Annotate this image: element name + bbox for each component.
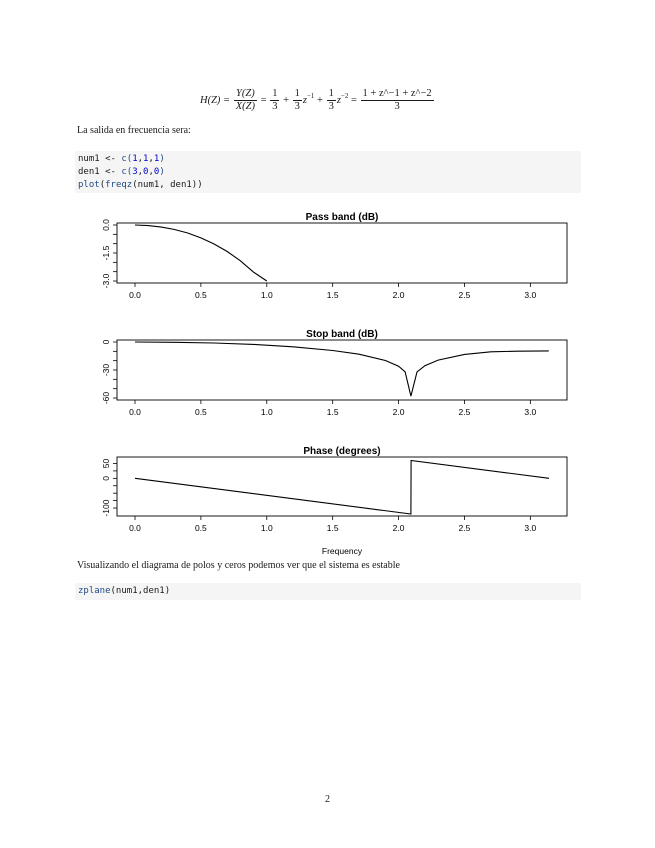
code-block-freqz [75, 151, 581, 193]
x-tick-label: 1.5 [326, 290, 339, 300]
code-fn: plot [78, 180, 100, 190]
outro-paragraph: Visualizando el diagrama de polos y ceros podemos ver que el sistema es estable [77, 560, 400, 571]
code-fn: freqz [105, 180, 133, 190]
formula-term2 [293, 88, 302, 113]
code-number: 1 [132, 154, 138, 164]
formula-plus1: + [283, 94, 289, 106]
formula-plus2: + [317, 94, 323, 106]
x-tick-label: 2.5 [458, 290, 471, 300]
code-line-num1 [78, 153, 578, 166]
formula-term1-den: 3 [272, 101, 278, 112]
code-token: ( [126, 154, 133, 164]
y-tick-label: 0 [101, 475, 111, 481]
code-token: ( [126, 167, 133, 177]
x-tick-label: 1.0 [260, 290, 273, 300]
formula-ratio [234, 88, 257, 113]
x-tick-label: 3.0 [524, 407, 537, 417]
x-tick-label: 0.0 [129, 523, 141, 533]
y-tick-label: -60 [101, 391, 111, 405]
formula-term2-z: z [302, 94, 307, 106]
code-token: den1 <- [78, 167, 122, 177]
code-token: (num1, den1)) [132, 180, 203, 190]
formula-term3-exp: −2 [340, 91, 349, 100]
freqz-plot [70, 207, 580, 557]
formula-eq1: = [260, 94, 267, 106]
formula-term3-den: 3 [328, 101, 334, 112]
plot-frame [117, 457, 567, 516]
plot-title: Stop band (dB) [306, 329, 378, 340]
code-token: ) [159, 154, 165, 164]
code-token: ( [99, 180, 106, 190]
x-tick-label: 1.0 [260, 407, 273, 417]
code-number: 3 [132, 167, 138, 177]
x-tick-label: 1.5 [326, 523, 339, 533]
y-tick-label: -1.5 [101, 245, 111, 261]
formula-eq2: = [351, 94, 357, 106]
series-line [135, 225, 267, 281]
code-line-plot [78, 179, 578, 192]
x-tick-label: 0.5 [194, 407, 207, 417]
code-number: 1 [153, 154, 160, 164]
code-line-den1 [78, 166, 578, 179]
plot-frame [117, 340, 567, 400]
x-tick-label: 2.0 [392, 407, 405, 417]
formula-final-den: 3 [394, 101, 400, 112]
code-token: num1 <- [78, 154, 122, 164]
formula-term1 [270, 88, 279, 113]
x-tick-label: 0.5 [194, 290, 207, 300]
formula-lhs: H(Z) = [200, 94, 231, 106]
y-tick-label: -100 [101, 499, 111, 517]
series-line [135, 461, 549, 515]
formula-ratio-den: X(Z) [235, 101, 256, 112]
formula-term2-den: 3 [294, 101, 300, 112]
y-tick-label: -3.0 [101, 273, 111, 289]
y-tick-label: 0 [101, 339, 111, 345]
formula-term1-num: 1 [272, 88, 278, 99]
x-tick-label: 2.5 [458, 523, 471, 533]
x-tick-label: 1.0 [260, 523, 273, 533]
formula-final-num: 1 + z^−1 + z^−2 [362, 88, 432, 99]
transfer-function-formula [200, 88, 460, 120]
x-tick-label: 1.5 [326, 407, 339, 417]
formula-term2-num: 1 [294, 88, 300, 99]
x-tick-label: 0.0 [129, 407, 141, 417]
code-number: 1 [143, 154, 149, 164]
x-tick-label: 3.0 [524, 290, 537, 300]
code-token: , [148, 154, 154, 164]
formula-term3-z: z [336, 94, 341, 106]
x-tick-label: 2.0 [392, 290, 405, 300]
formula-ratio-num: Y(Z) [234, 88, 257, 101]
series-line [135, 342, 549, 396]
plot-title: Phase (degrees) [303, 446, 381, 457]
y-tick-label: 0.0 [101, 219, 111, 231]
code-token: , [137, 167, 144, 177]
formula-term3-num: 1 [328, 88, 334, 99]
x-tick-label: 0.5 [194, 523, 207, 533]
x-tick-label: 3.0 [524, 523, 537, 533]
formula-term3 [327, 88, 336, 113]
x-axis-label: Frequency [321, 546, 363, 556]
code-fn: c [121, 154, 127, 164]
code-token: , [137, 154, 144, 164]
intro-paragraph: La salida en frecuencia sera: [77, 125, 191, 136]
x-tick-label: 2.5 [458, 407, 471, 417]
code-line-zplane [78, 585, 578, 598]
code-number: 0 [153, 167, 160, 177]
code-token: (num1,den1) [110, 586, 171, 596]
plot-title: Pass band (dB) [305, 212, 379, 223]
code-token: , [148, 167, 154, 177]
formula-final [361, 88, 434, 113]
y-tick-label: -30 [101, 363, 111, 377]
code-fn: zplane [78, 586, 111, 596]
x-tick-label: 2.0 [392, 523, 405, 533]
code-fn: c [121, 167, 127, 177]
code-token: ) [159, 167, 165, 177]
y-tick-label: 50 [101, 458, 111, 469]
page-number: 2 [325, 794, 330, 805]
formula-term2-exp: −1 [306, 91, 315, 100]
x-tick-label: 0.0 [129, 290, 141, 300]
code-number: 0 [143, 167, 149, 177]
code-block-zplane [75, 583, 581, 600]
